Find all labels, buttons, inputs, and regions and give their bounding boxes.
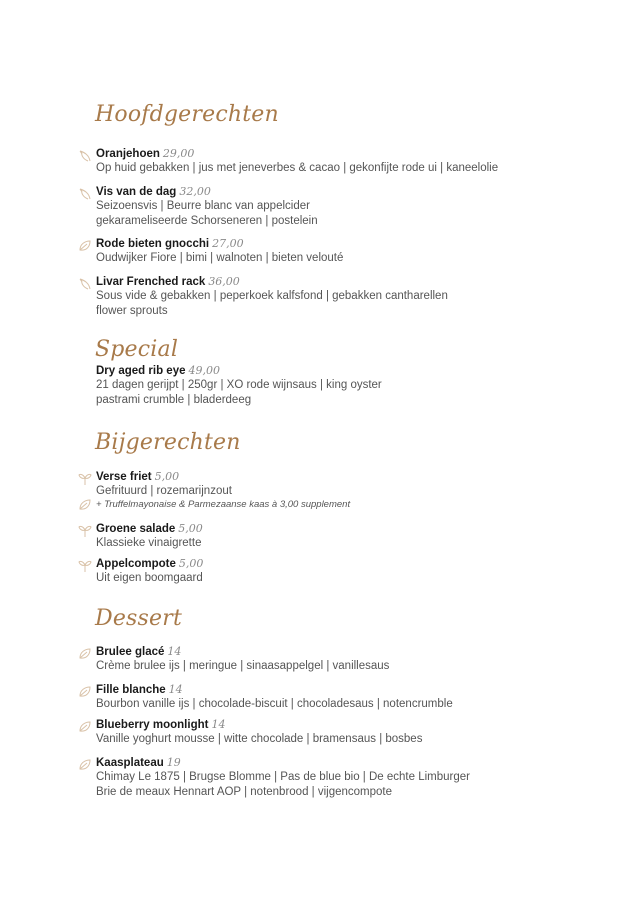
item-name: Dry aged rib eye bbox=[96, 365, 186, 377]
menu-item bbox=[78, 645, 598, 674]
section-title-special: Special bbox=[95, 337, 179, 362]
item-name: Fille blanche bbox=[96, 684, 166, 696]
item-price: 49,00 bbox=[188, 364, 220, 377]
leaf-icon bbox=[78, 720, 92, 734]
item-name: Blueberry moonlight bbox=[96, 719, 209, 731]
item-description: Klassieke vinaigrette bbox=[96, 537, 202, 549]
item-description: Oudwijker Fiore | bimi | walnoten | bieten velouté bbox=[96, 252, 344, 264]
item-name: Vis van de dag bbox=[96, 186, 177, 198]
item-price: 32,00 bbox=[179, 185, 211, 198]
item-description: Chimay Le 1875 | Brugse Blomme | Pas de blue bio | De echte Limburger bbox=[96, 771, 470, 783]
section-title-dessert: Dessert bbox=[95, 606, 183, 631]
leaf-icon bbox=[78, 239, 92, 253]
menu-item bbox=[78, 275, 598, 318]
menu-item bbox=[78, 683, 598, 712]
menu-item bbox=[78, 557, 598, 586]
item-description: Op huid gebakken | jus met jeneverbes & cacao | gekonfijte rode ui | kaneelolie bbox=[96, 162, 499, 174]
sprout-icon bbox=[78, 524, 92, 538]
feather-icon bbox=[78, 187, 92, 201]
item-description: Uit eigen boomgaard bbox=[96, 572, 203, 584]
item-name: Kaasplateau bbox=[96, 757, 164, 769]
item-name: Verse friet bbox=[96, 471, 152, 483]
supplement-note bbox=[78, 498, 598, 511]
item-description: gekarameliseerde Schorseneren | postelein bbox=[96, 214, 318, 227]
menu-item bbox=[78, 718, 598, 747]
item-name: Oranjehoen bbox=[96, 148, 160, 160]
item-price: 14 bbox=[168, 683, 183, 696]
supplement-text: + Truffelmayonaise & Parmezaanse kaas à 3,00 supplement bbox=[96, 499, 351, 510]
item-name: Rode bieten gnocchi bbox=[96, 238, 210, 250]
item-price: 5,00 bbox=[178, 522, 203, 535]
item-description: Brie de meaux Hennart AOP | notenbrood | vijgencompote bbox=[96, 785, 392, 798]
item-price: 14 bbox=[167, 645, 182, 658]
menu-item bbox=[78, 522, 598, 551]
item-price: 5,00 bbox=[178, 557, 204, 570]
leaf-icon bbox=[78, 758, 92, 772]
feather-icon bbox=[78, 277, 92, 291]
item-price: 36,00 bbox=[208, 275, 240, 288]
item-description: flower sprouts bbox=[96, 304, 168, 317]
sprout-icon bbox=[78, 472, 92, 486]
leaf-icon bbox=[78, 498, 92, 512]
item-description: Vanille yoghurt mousse | witte chocolade | bramensaus | bosbes bbox=[96, 733, 423, 745]
item-name: Livar Frenched rack bbox=[96, 276, 206, 288]
item-description: Seizoensvis | Beurre blanc van appelcider bbox=[96, 200, 310, 212]
menu-item bbox=[78, 364, 598, 407]
item-price: 29,00 bbox=[162, 147, 195, 160]
menu-item bbox=[78, 147, 598, 176]
item-price: 19 bbox=[166, 756, 181, 769]
item-description: 21 dagen gerijpt | 250gr | XO rode wijnsaus | king oyster bbox=[96, 379, 382, 391]
menu-item bbox=[78, 185, 598, 228]
item-name: Appelcompote bbox=[96, 558, 176, 570]
item-name: Brulee glacé bbox=[96, 646, 165, 658]
menu-item bbox=[78, 756, 598, 799]
sprout-icon bbox=[78, 559, 92, 573]
item-price: 27,00 bbox=[212, 237, 244, 250]
feather-icon bbox=[78, 149, 92, 163]
leaf-icon bbox=[78, 685, 92, 699]
item-description: pastrami crumble | bladerdeeg bbox=[96, 393, 252, 406]
item-description: Gefrituurd | rozemarijnzout bbox=[96, 485, 232, 497]
menu-item bbox=[78, 237, 598, 266]
item-description: Bourbon vanille ijs | chocolade-biscuit | chocoladesaus | notencrumble bbox=[96, 698, 453, 710]
item-description: Sous vide & gebakken | peperkoek kalfsfond | gebakken cantharellen bbox=[96, 290, 448, 302]
item-description: Crème brulee ijs | meringue | sinaasappelgel | vanillesaus bbox=[96, 660, 390, 672]
item-name: Groene salade bbox=[96, 523, 176, 535]
section-title-bijgerechten: Bijgerechten bbox=[95, 430, 241, 455]
leaf-icon bbox=[78, 647, 92, 661]
item-price: 5,00 bbox=[154, 470, 180, 483]
section-title-hoofdgerechten: Hoofdgerechten bbox=[95, 102, 279, 127]
item-price: 14 bbox=[211, 718, 226, 731]
menu-item bbox=[78, 470, 598, 499]
